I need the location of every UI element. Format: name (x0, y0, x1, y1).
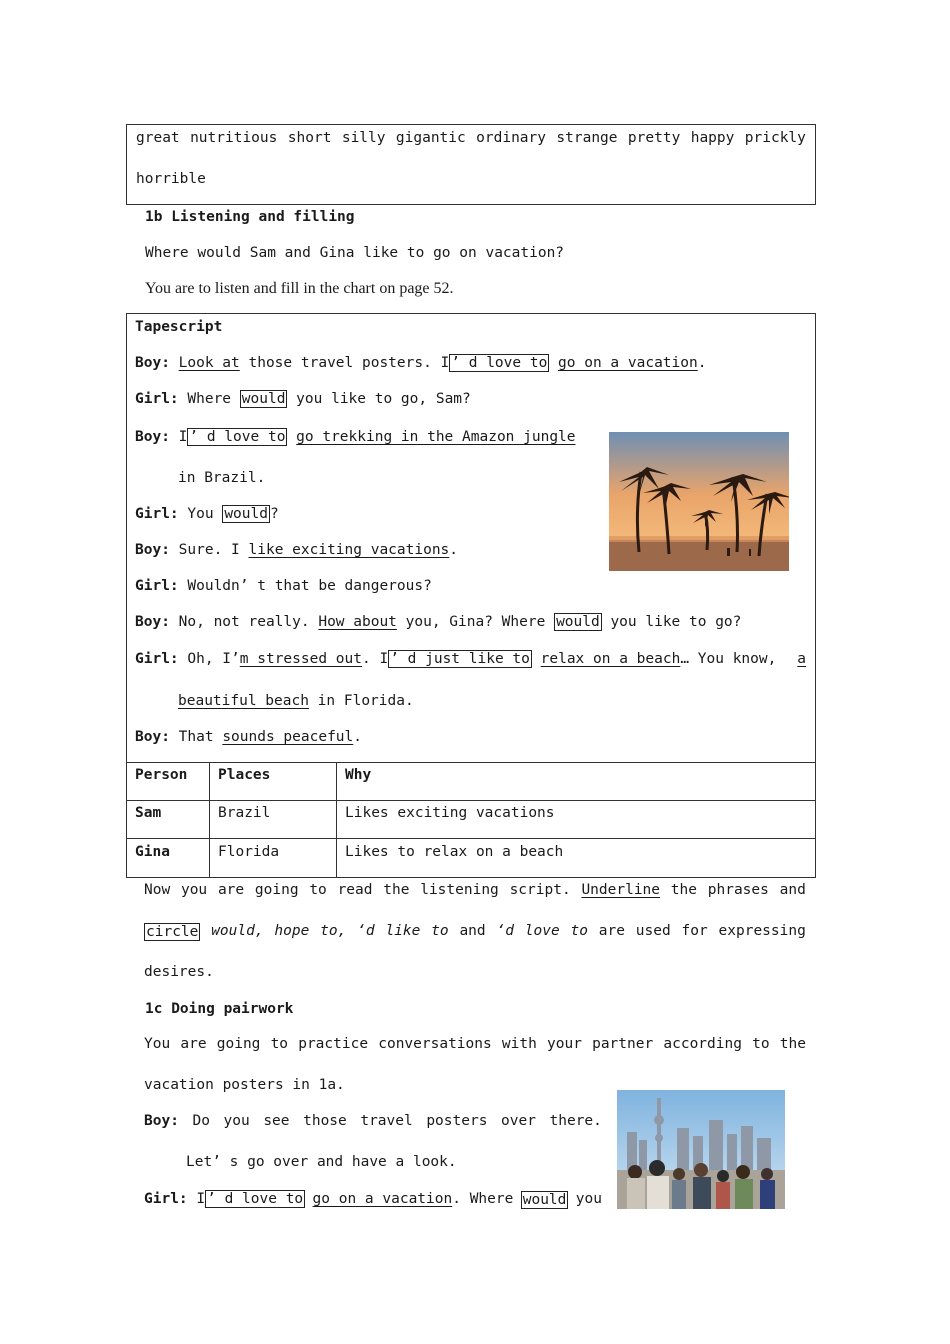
chart-header-places: Places (218, 767, 271, 783)
chart-header-why: Why (345, 767, 372, 783)
pair-boy-line-2: Let’ s go over and have a look. (186, 1154, 457, 1170)
word-bank-word: great (136, 130, 180, 146)
chart-top-border (126, 762, 816, 763)
word-bank-row (136, 130, 806, 146)
chart-cell-person: Gina (135, 844, 170, 860)
reading-note-line-2: circle would, hope to, ‘d like to and ‘d love to are used for expressing (146, 923, 806, 940)
phrase-circle: would (241, 391, 286, 407)
phrase-circle: would (224, 506, 268, 522)
tapescript-title: Tapescript (135, 319, 223, 335)
city-waterfront-crowd-photo (617, 1090, 785, 1209)
phrase-circle: would (556, 614, 600, 630)
phrase-underline: Underline (581, 882, 661, 898)
section-1c-line-1: You are going to practice conversations with your partner according to the (144, 1036, 806, 1052)
script-line-1: Boy: Look at those travel posters. I ’ d love to go on a vacation. (135, 355, 707, 371)
speaker-boy: Boy: (135, 729, 170, 745)
speaker-boy: Boy: (135, 355, 170, 371)
chart-cell-place: Florida (218, 844, 280, 860)
speaker-girl: Girl: (135, 506, 179, 522)
word-bank-word: ordinary (476, 130, 546, 146)
phrase-underline: go on a vacation (312, 1191, 453, 1207)
speaker-boy: Boy: (135, 429, 170, 445)
script-line-5: Boy: Sure. I like exciting vacations. (135, 542, 459, 558)
speaker-boy: Boy: (144, 1113, 179, 1129)
speaker-boy: Boy: (135, 614, 170, 630)
word-bank-word: prickly (744, 130, 806, 146)
phrase-circle: ’ d love to (451, 355, 548, 371)
chart-cell-why: Likes exciting vacations (345, 805, 555, 821)
word-bank-word: nutritious (190, 130, 278, 146)
phrase-underline: sounds peaceful (222, 729, 354, 745)
chart-col-border-2 (336, 762, 337, 878)
palm-trees-sunset-photo (609, 432, 789, 571)
phrase-underline: beautiful beach (178, 693, 309, 709)
phrase-underline: like exciting vacations (248, 542, 450, 558)
script-line-9: Boy: That sounds peaceful. (135, 729, 362, 745)
script-line-8: Girl: Oh, I’m stressed out. I ’ d just like to relax on a beach… You know, a (135, 651, 806, 667)
phrase-circle: would (522, 1192, 567, 1208)
section-1c-line-2: vacation posters in 1a. (144, 1077, 345, 1093)
script-line-3: Boy: I ’ d love to go trekking in the Amazon jungle (135, 429, 576, 445)
phrase-circle: ’ d love to (207, 1191, 304, 1207)
word-bank-word: pretty (627, 130, 681, 146)
section-1b-instruction: You are to listen and fill in the chart on page 52. (145, 280, 454, 297)
speaker-girl: Girl: (135, 578, 179, 594)
phrase-underline: Look at (178, 355, 240, 371)
section-1b-heading: 1b Listening and filling (145, 209, 355, 225)
word-bank-word: gigantic (395, 130, 466, 146)
chart-cell-why: Likes to relax on a beach (345, 844, 564, 860)
phrase-underline: a (797, 651, 806, 667)
section-1c-heading: 1c Doing pairwork (145, 1001, 294, 1017)
phrase-underline: go on a vacation (558, 355, 698, 371)
speaker-girl: Girl: (144, 1191, 188, 1207)
phrase-underline: go trekking in the Amazon jungle (296, 429, 576, 445)
palm-trees-sunset-image (609, 432, 789, 571)
word-bank-word: silly (341, 130, 386, 146)
phrase-underline: m stressed out (239, 651, 362, 667)
phrase-underline: relax on a beach (540, 651, 681, 667)
script-line-6: Girl: Wouldn’ t that be dangerous? (135, 578, 432, 594)
speaker-girl: Girl: (135, 651, 179, 667)
pair-boy-line: Boy: Do you see those travel posters over there. (144, 1113, 602, 1129)
word-bank-last-word: horrible (136, 171, 206, 187)
script-line-7: Boy: No, not really. How about you, Gina? Where would you like to go? (135, 614, 742, 630)
reading-note-line-1: Now you are going to read the listening script. Underline the phrases and (144, 882, 806, 898)
script-line-3b: in Brazil. (178, 470, 266, 486)
script-line-2: Girl: Where would you like to go, Sam? (135, 391, 471, 407)
speaker-girl: Girl: (135, 391, 179, 407)
phrase-underline: How about (318, 614, 397, 630)
chart-cell-place: Brazil (218, 805, 271, 821)
phrase-circle: circle (146, 924, 199, 940)
speaker-boy: Boy: (135, 542, 170, 558)
word-bank-word: strange (556, 130, 618, 146)
chart-row-border-2 (126, 838, 816, 839)
word-bank-word: short (287, 130, 332, 146)
phrase-circle: ’ d love to (189, 429, 286, 445)
script-line-4: Girl: You would ? (135, 506, 279, 522)
chart-header-person: Person (135, 767, 188, 783)
chart-cell-person: Sam (135, 805, 162, 821)
script-line-8b: beautiful beach in Florida. (178, 693, 414, 709)
chart-row-border-1 (126, 800, 816, 801)
reading-note-line-3: desires. (144, 964, 214, 980)
section-1b-question: Where would Sam and Gina like to go on vacation? (145, 245, 565, 261)
phrase-circle: ’ d just like to (390, 651, 530, 667)
chart-col-border-1 (209, 762, 210, 878)
pair-girl-line: Girl: I ’ d love to go on a vacation. Where would you (144, 1191, 602, 1208)
city-waterfront-image (617, 1090, 785, 1209)
word-bank-word: happy (690, 130, 735, 146)
